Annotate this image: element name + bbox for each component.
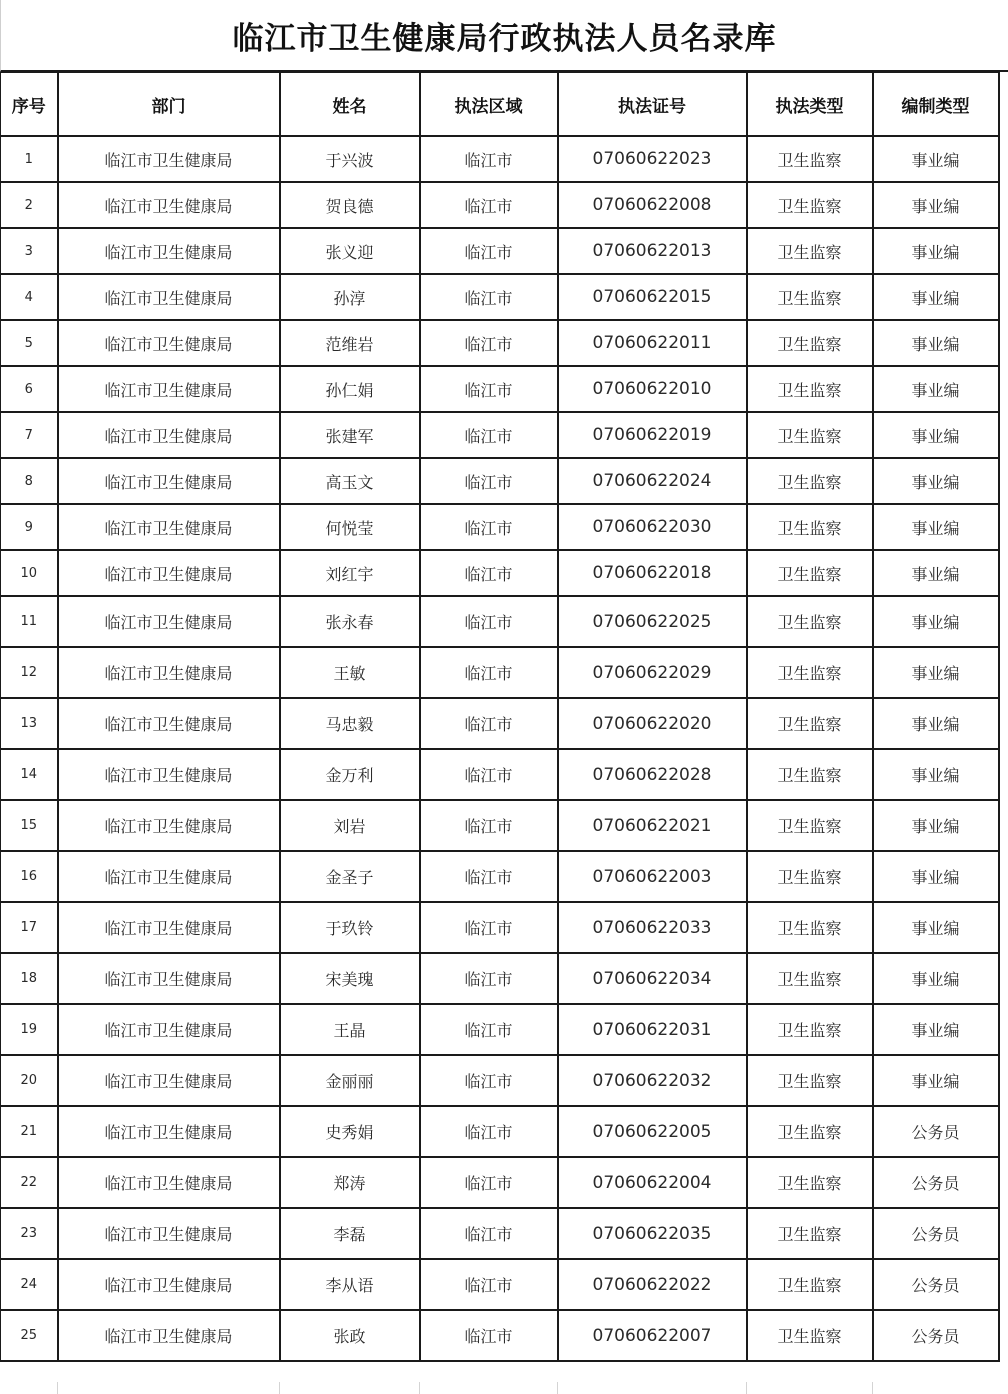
cell-name[interactable]: 金丽丽 <box>280 1055 420 1106</box>
cell-department[interactable]: 临江市卫生健康局 <box>58 1310 280 1361</box>
cell-staffing-type[interactable]: 事业编 <box>873 851 999 902</box>
cell-region[interactable]: 临江市 <box>420 1208 558 1259</box>
table-row <box>1 800 999 851</box>
cell-enforcement-type[interactable]: 卫生监察 <box>747 800 873 851</box>
cell-staffing-type[interactable]: 事业编 <box>873 953 999 1004</box>
cell-department[interactable]: 临江市卫生健康局 <box>58 749 280 800</box>
cell-staffing-type[interactable]: 事业编 <box>873 412 999 458</box>
cell-enforcement-type[interactable]: 卫生监察 <box>747 550 873 596</box>
cell-staffing-type[interactable]: 公务员 <box>873 1157 999 1208</box>
cell-department[interactable]: 临江市卫生健康局 <box>58 412 280 458</box>
table-row <box>1 1004 999 1055</box>
cell-no[interactable]: 11 <box>1 596 58 647</box>
cell-staffing-type[interactable]: 事业编 <box>873 320 999 366</box>
table-row <box>1 412 999 458</box>
cell-region[interactable]: 临江市 <box>420 647 558 698</box>
cell-staffing-type[interactable]: 事业编 <box>873 800 999 851</box>
cell-enforcement-type[interactable]: 卫生监察 <box>747 274 873 320</box>
title-row <box>0 0 1008 72</box>
cell-region[interactable]: 临江市 <box>420 749 558 800</box>
cell-name[interactable]: 郑涛 <box>280 1157 420 1208</box>
cell-no[interactable]: 4 <box>1 274 58 320</box>
cell-no[interactable]: 25 <box>1 1310 58 1361</box>
cell-enforcement-type[interactable]: 卫生监察 <box>747 749 873 800</box>
cell-enforcement-type[interactable]: 卫生监察 <box>747 182 873 228</box>
table-row <box>1 228 999 274</box>
table-row <box>1 1259 999 1310</box>
table-row <box>1 504 999 550</box>
cell-department[interactable]: 临江市卫生健康局 <box>58 1157 280 1208</box>
cell-staffing-type[interactable]: 公务员 <box>873 1208 999 1259</box>
page-title: 临江市卫生健康局行政执法人员名录库 <box>232 20 777 57</box>
cell-region[interactable]: 临江市 <box>420 596 558 647</box>
cell-region[interactable]: 临江市 <box>420 1259 558 1310</box>
table-row <box>1 698 999 749</box>
cell-staffing-type[interactable]: 事业编 <box>873 1055 999 1106</box>
cell-enforcement-type[interactable]: 卫生监察 <box>747 136 873 182</box>
cell-department[interactable]: 临江市卫生健康局 <box>58 596 280 647</box>
cell-staffing-type[interactable]: 事业编 <box>873 902 999 953</box>
cell-enforcement-type[interactable]: 卫生监察 <box>747 504 873 550</box>
cell-department[interactable]: 临江市卫生健康局 <box>58 698 280 749</box>
header-cell-no[interactable]: 序号 <box>1 73 58 137</box>
cell-no[interactable]: 20 <box>1 1055 58 1106</box>
cell-region[interactable]: 临江市 <box>420 182 558 228</box>
header-cell-enforcement-type[interactable]: 执法类型 <box>747 73 873 137</box>
cell-cert-no[interactable]: 07060622021 <box>558 800 747 851</box>
cell-name[interactable]: 马忠毅 <box>280 698 420 749</box>
cell-staffing-type[interactable]: 公务员 <box>873 1310 999 1361</box>
cell-no[interactable]: 17 <box>1 902 58 953</box>
cell-enforcement-type[interactable]: 卫生监察 <box>747 366 873 412</box>
cell-cert-no[interactable]: 07060622031 <box>558 1004 747 1055</box>
next-row-edge <box>0 1382 1008 1394</box>
gridline <box>746 1382 747 1394</box>
header-cell-cert-no[interactable]: 执法证号 <box>558 73 747 137</box>
cell-cert-no[interactable]: 07060622022 <box>558 1259 747 1310</box>
cell-region[interactable]: 临江市 <box>420 1157 558 1208</box>
cell-staffing-type[interactable]: 事业编 <box>873 698 999 749</box>
table-row <box>1 1208 999 1259</box>
cell-staffing-type[interactable]: 事业编 <box>873 749 999 800</box>
cell-cert-no[interactable]: 07060622033 <box>558 902 747 953</box>
table-row <box>1 647 999 698</box>
cell-enforcement-type[interactable]: 卫生监察 <box>747 458 873 504</box>
cell-cert-no[interactable]: 07060622029 <box>558 647 747 698</box>
cell-enforcement-type[interactable]: 卫生监察 <box>747 953 873 1004</box>
cell-cert-no[interactable]: 07060622003 <box>558 851 747 902</box>
cell-department[interactable]: 临江市卫生健康局 <box>58 320 280 366</box>
cell-name[interactable]: 李磊 <box>280 1208 420 1259</box>
cell-cert-no[interactable]: 07060622013 <box>558 228 747 274</box>
cell-no[interactable]: 5 <box>1 320 58 366</box>
cell-region[interactable]: 临江市 <box>420 698 558 749</box>
table-row <box>1 596 999 647</box>
cell-staffing-type[interactable]: 公务员 <box>873 1106 999 1157</box>
cell-staffing-type[interactable]: 事业编 <box>873 136 999 182</box>
cell-no[interactable]: 6 <box>1 366 58 412</box>
cell-cert-no[interactable]: 07060622019 <box>558 412 747 458</box>
cell-department[interactable]: 临江市卫生健康局 <box>58 1055 280 1106</box>
cell-region[interactable]: 临江市 <box>420 274 558 320</box>
cell-no[interactable]: 16 <box>1 851 58 902</box>
cell-no[interactable]: 12 <box>1 647 58 698</box>
cell-cert-no[interactable]: 07060622030 <box>558 504 747 550</box>
cell-name[interactable]: 宋美瑰 <box>280 953 420 1004</box>
cell-enforcement-type[interactable]: 卫生监察 <box>747 902 873 953</box>
cell-region[interactable]: 临江市 <box>420 1310 558 1361</box>
cell-department[interactable]: 临江市卫生健康局 <box>58 851 280 902</box>
cell-region[interactable]: 临江市 <box>420 800 558 851</box>
cell-staffing-type[interactable]: 事业编 <box>873 366 999 412</box>
cell-department[interactable]: 临江市卫生健康局 <box>58 647 280 698</box>
cell-no[interactable]: 15 <box>1 800 58 851</box>
cell-region[interactable]: 临江市 <box>420 1055 558 1106</box>
table-row <box>1 749 999 800</box>
table-row <box>1 902 999 953</box>
cell-staffing-type[interactable]: 公务员 <box>873 1259 999 1310</box>
cell-name[interactable]: 孙仁娟 <box>280 366 420 412</box>
cell-cert-no[interactable]: 07060622023 <box>558 136 747 182</box>
header-cell-name[interactable]: 姓名 <box>280 73 420 137</box>
table-row <box>1 851 999 902</box>
cell-no[interactable]: 14 <box>1 749 58 800</box>
cell-name[interactable]: 于玖铃 <box>280 902 420 953</box>
cell-region[interactable]: 临江市 <box>420 504 558 550</box>
table-row <box>1 550 999 596</box>
table-row <box>1 1157 999 1208</box>
cell-staffing-type[interactable]: 事业编 <box>873 550 999 596</box>
cell-department[interactable]: 临江市卫生健康局 <box>58 366 280 412</box>
cell-cert-no[interactable]: 07060622004 <box>558 1157 747 1208</box>
cell-region[interactable]: 临江市 <box>420 458 558 504</box>
personnel-table <box>0 72 1000 1362</box>
table-row <box>1 953 999 1004</box>
cell-enforcement-type[interactable]: 卫生监察 <box>747 228 873 274</box>
cell-name[interactable]: 张永春 <box>280 596 420 647</box>
cell-name[interactable]: 张义迎 <box>280 228 420 274</box>
cell-enforcement-type[interactable]: 卫生监察 <box>747 647 873 698</box>
cell-no[interactable]: 13 <box>1 698 58 749</box>
cell-department[interactable]: 临江市卫生健康局 <box>58 228 280 274</box>
cell-no[interactable]: 10 <box>1 550 58 596</box>
cell-name[interactable]: 张建军 <box>280 412 420 458</box>
cell-cert-no[interactable]: 07060622034 <box>558 953 747 1004</box>
table-row <box>1 458 999 504</box>
cell-enforcement-type[interactable]: 卫生监察 <box>747 1208 873 1259</box>
table-row <box>1 366 999 412</box>
cell-name[interactable]: 张政 <box>280 1310 420 1361</box>
cell-enforcement-type[interactable]: 卫生监察 <box>747 698 873 749</box>
table-row <box>1 320 999 366</box>
cell-staffing-type[interactable]: 事业编 <box>873 182 999 228</box>
cell-staffing-type[interactable]: 事业编 <box>873 1004 999 1055</box>
table-row <box>1 274 999 320</box>
cell-no[interactable]: 22 <box>1 1157 58 1208</box>
table-row <box>1 1310 999 1361</box>
cell-enforcement-type[interactable]: 卫生监察 <box>747 1055 873 1106</box>
cell-cert-no[interactable]: 07060622020 <box>558 698 747 749</box>
cell-cert-no[interactable]: 07060622024 <box>558 458 747 504</box>
cell-enforcement-type[interactable]: 卫生监察 <box>747 1157 873 1208</box>
table-body <box>1 136 999 1361</box>
cell-name[interactable]: 王晶 <box>280 1004 420 1055</box>
cell-department[interactable]: 临江市卫生健康局 <box>58 1004 280 1055</box>
cell-region[interactable]: 临江市 <box>420 412 558 458</box>
cell-cert-no[interactable]: 07060622005 <box>558 1106 747 1157</box>
cell-cert-no[interactable]: 07060622011 <box>558 320 747 366</box>
cell-no[interactable]: 7 <box>1 412 58 458</box>
cell-name[interactable]: 刘岩 <box>280 800 420 851</box>
cell-no[interactable]: 2 <box>1 182 58 228</box>
cell-no[interactable]: 24 <box>1 1259 58 1310</box>
gridline <box>419 1382 420 1394</box>
cell-department[interactable]: 临江市卫生健康局 <box>58 274 280 320</box>
cell-name[interactable]: 何悦莹 <box>280 504 420 550</box>
cell-cert-no[interactable]: 07060622015 <box>558 274 747 320</box>
header-cell-region[interactable]: 执法区域 <box>420 73 558 137</box>
table-row <box>1 182 999 228</box>
cell-name[interactable]: 金圣子 <box>280 851 420 902</box>
cell-no[interactable]: 19 <box>1 1004 58 1055</box>
cell-cert-no[interactable]: 07060622028 <box>558 749 747 800</box>
table-row <box>1 136 999 182</box>
cell-no[interactable]: 21 <box>1 1106 58 1157</box>
cell-no[interactable]: 1 <box>1 136 58 182</box>
gridline <box>872 1382 873 1394</box>
cell-no[interactable]: 8 <box>1 458 58 504</box>
cell-staffing-type[interactable]: 事业编 <box>873 596 999 647</box>
cell-cert-no[interactable]: 07060622018 <box>558 550 747 596</box>
cell-region[interactable]: 临江市 <box>420 902 558 953</box>
cell-enforcement-type[interactable]: 卫生监察 <box>747 1106 873 1157</box>
cell-staffing-type[interactable]: 事业编 <box>873 504 999 550</box>
cell-staffing-type[interactable]: 事业编 <box>873 274 999 320</box>
cell-no[interactable]: 9 <box>1 504 58 550</box>
cell-name[interactable]: 史秀娟 <box>280 1106 420 1157</box>
cell-department[interactable]: 临江市卫生健康局 <box>58 136 280 182</box>
cell-enforcement-type[interactable]: 卫生监察 <box>747 1259 873 1310</box>
cell-region[interactable]: 临江市 <box>420 953 558 1004</box>
cell-cert-no[interactable]: 07060622032 <box>558 1055 747 1106</box>
cell-enforcement-type[interactable]: 卫生监察 <box>747 1004 873 1055</box>
cell-staffing-type[interactable]: 事业编 <box>873 458 999 504</box>
gridline <box>57 1382 58 1394</box>
cell-no[interactable]: 23 <box>1 1208 58 1259</box>
cell-name[interactable]: 王敏 <box>280 647 420 698</box>
cell-name[interactable]: 李从语 <box>280 1259 420 1310</box>
cell-department[interactable]: 临江市卫生健康局 <box>58 504 280 550</box>
cell-name[interactable]: 刘红宇 <box>280 550 420 596</box>
cell-department[interactable]: 临江市卫生健康局 <box>58 182 280 228</box>
cell-region[interactable]: 临江市 <box>420 366 558 412</box>
cell-region[interactable]: 临江市 <box>420 228 558 274</box>
table-row <box>1 1106 999 1157</box>
cell-region[interactable]: 临江市 <box>420 136 558 182</box>
header-cell-staffing-type[interactable]: 编制类型 <box>873 73 999 137</box>
cell-staffing-type[interactable]: 事业编 <box>873 228 999 274</box>
cell-name[interactable]: 孙淳 <box>280 274 420 320</box>
cell-name[interactable]: 于兴波 <box>280 136 420 182</box>
cell-enforcement-type[interactable]: 卫生监察 <box>747 596 873 647</box>
cell-region[interactable]: 临江市 <box>420 1004 558 1055</box>
cell-enforcement-type[interactable]: 卫生监察 <box>747 320 873 366</box>
cell-department[interactable]: 临江市卫生健康局 <box>58 1208 280 1259</box>
cell-cert-no[interactable]: 07060622035 <box>558 1208 747 1259</box>
cell-no[interactable]: 3 <box>1 228 58 274</box>
cell-department[interactable]: 临江市卫生健康局 <box>58 800 280 851</box>
cell-region[interactable]: 临江市 <box>420 851 558 902</box>
cell-region[interactable]: 临江市 <box>420 1106 558 1157</box>
cell-no[interactable]: 18 <box>1 953 58 1004</box>
cell-department[interactable]: 临江市卫生健康局 <box>58 953 280 1004</box>
cell-region[interactable]: 临江市 <box>420 550 558 596</box>
cell-cert-no[interactable]: 07060622010 <box>558 366 747 412</box>
cell-department[interactable]: 临江市卫生健康局 <box>58 902 280 953</box>
cell-enforcement-type[interactable]: 卫生监察 <box>747 851 873 902</box>
cell-cert-no[interactable]: 07060622008 <box>558 182 747 228</box>
gridline <box>557 1382 558 1394</box>
cell-department[interactable]: 临江市卫生健康局 <box>58 550 280 596</box>
cell-department[interactable]: 临江市卫生健康局 <box>58 1259 280 1310</box>
cell-name[interactable]: 高玉文 <box>280 458 420 504</box>
cell-enforcement-type[interactable]: 卫生监察 <box>747 1310 873 1361</box>
cell-name[interactable]: 金万利 <box>280 749 420 800</box>
gridline <box>279 1382 280 1394</box>
header-cell-department[interactable]: 部门 <box>58 73 280 137</box>
cell-cert-no[interactable]: 07060622007 <box>558 1310 747 1361</box>
cell-name[interactable]: 贺良德 <box>280 182 420 228</box>
cell-department[interactable]: 临江市卫生健康局 <box>58 458 280 504</box>
cell-staffing-type[interactable]: 事业编 <box>873 647 999 698</box>
cell-department[interactable]: 临江市卫生健康局 <box>58 1106 280 1157</box>
table-row <box>1 1055 999 1106</box>
cell-enforcement-type[interactable]: 卫生监察 <box>747 412 873 458</box>
header-row <box>1 73 999 137</box>
cell-cert-no[interactable]: 07060622025 <box>558 596 747 647</box>
cell-name[interactable]: 范维岩 <box>280 320 420 366</box>
cell-region[interactable]: 临江市 <box>420 320 558 366</box>
